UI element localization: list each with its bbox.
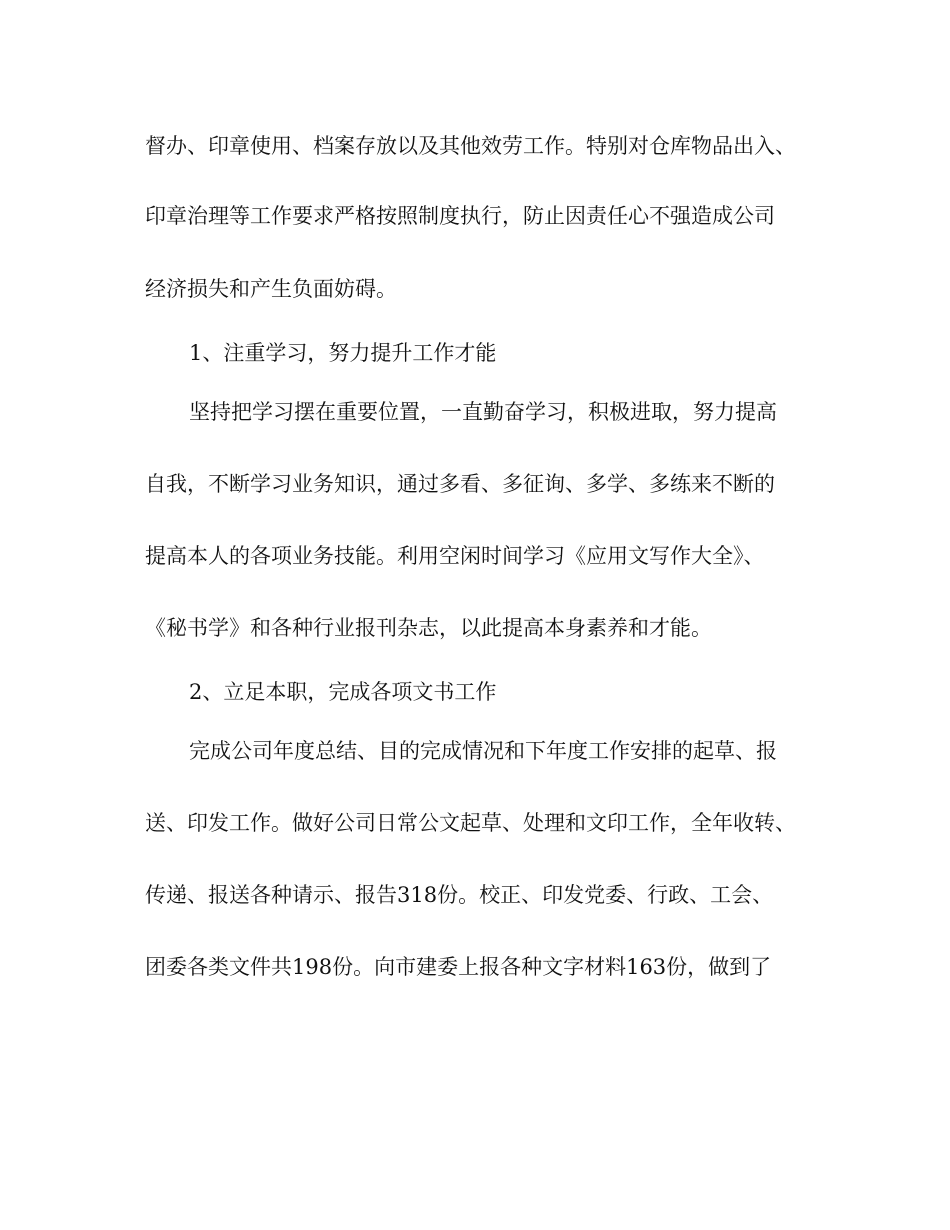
paragraph-line: 督办、印章使用、档案存放以及其他效劳工作。特别对仓库物品出入、 (145, 134, 796, 158)
paragraph-line: 传递、报送各种请示、报告318份。校正、印发党委、行政、工会、 (145, 883, 774, 907)
section-heading: 1、注重学习，努力提升工作才能 (189, 341, 497, 365)
paragraph-line: 送、印发工作。做好公司日常公文起草、处理和文印工作，全年收转、 (145, 811, 796, 835)
paragraph-line: 完成公司年度总结、目的完成情况和下年度工作安排的起草、报 (189, 739, 777, 763)
paragraph-line: 《秘书学》和各种行业报刊杂志，以此提高本身素养和才能。 (145, 616, 712, 640)
section-heading: 2、立足本职，完成各项文书工作 (189, 680, 497, 704)
paragraph-line: 坚持把学习摆在重要位置，一直勤奋学习，积极进取，努力提高 (189, 400, 777, 424)
paragraph-line: 团委各类文件共198份。向市建委上报各种文字材料163份，做到了 (145, 955, 772, 979)
paragraph-line: 印章治理等工作要求严格按照制度执行，防止因责任心不强造成公司 (145, 204, 775, 228)
paragraph-line: 提高本人的各项业务技能。利用空闲时间学习《应用文写作大全》、 (145, 544, 765, 568)
paragraph-line: 经济损失和产生负面妨碍。 (145, 277, 397, 301)
paragraph-line: 自我，不断学习业务知识，通过多看、多征询、多学、多练来不断的 (145, 472, 775, 496)
